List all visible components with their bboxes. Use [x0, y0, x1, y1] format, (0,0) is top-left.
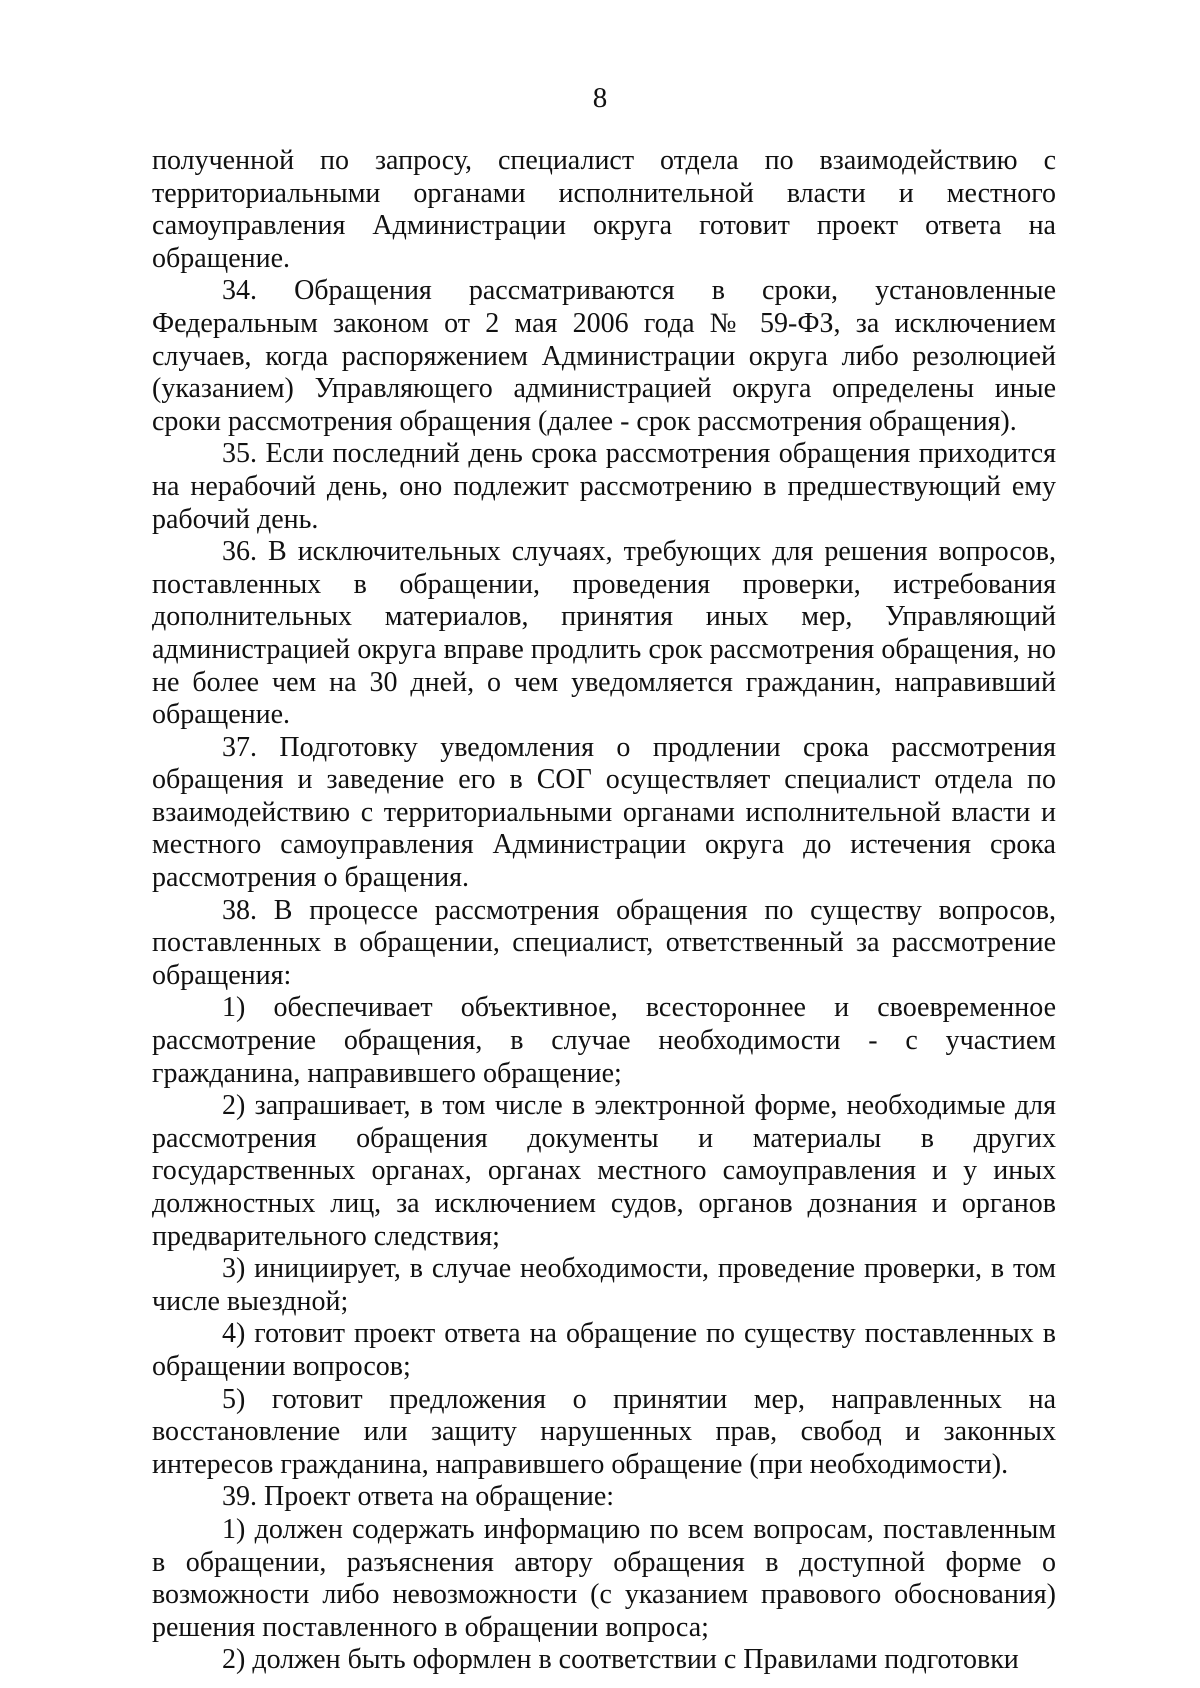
page-number: 8: [592, 82, 608, 114]
paragraph-34: 34. Обращения рассматриваются в сроки, установленные Федеральным законом от 2 мая 2006 года № 59-ФЗ, за исключением случаев, когда распоряжением Администрации округа либо резолюцией (указанием) Управляющего администрацией округа определены иные сроки рассмотрения обращения (далее - срок рассмотрения обращения).: [152, 275, 1056, 437]
paragraph-38-item-1: 1) обеспечивает объективное, всестороннее и своевременное рассмотрение обращения, в случае необходимости - с участием гражданина, направившего обращение;: [152, 992, 1056, 1089]
paragraph-37: 37. Подготовку уведомления о продлении срока рассмотрения обращения и заведение его в СОГ осуществляет специалист отдела по взаимодействию с территориальными органами исполнительной власти и местного самоуправления Администрации округа до истечения срока рассмотрения о бращения.: [152, 731, 1056, 894]
paragraph-35: 35. Если последний день срока рассмотрения обращения приходится на нерабочий день, оно подлежит рассмотрению в предшествующий ему рабочий день.: [152, 438, 1056, 535]
paragraph-38-item-3: 3) инициирует, в случае необходимости, проведение проверки, в том числе выездной;: [152, 1253, 1056, 1317]
paragraph-36: 36. В исключительных случаях, требующих для решения вопросов, поставленных в обращении, проведения проверки, истребования дополнительных материалов, принятия иных мер, Управляющий администрацией округа вправе продлить срок рассмотрения обращения, но не более чем на 30 дней, о чем уведомляется гражданин, направивший обращение.: [152, 536, 1056, 731]
paragraph-39-item-2: 2) должен быть оформлен в соответствии с Правилами подготовки: [222, 1644, 1019, 1676]
paragraph-38-item-5: 5) готовит предложения о принятии мер, направленных на восстановление или защиту нарушенных прав, свобод и законных интересов гражданина, направившего обращение (при необходимости).: [152, 1383, 1056, 1480]
paragraph-continuation: полученной по запросу, специалист отдела по взаимодействию с территориальными органами исполнительной власти и местного самоуправления Администрации округа готовит проект ответа на обращение.: [152, 145, 1056, 274]
document-body: [152, 145, 1056, 1677]
paragraph-39-item-1: 1) должен содержать информацию по всем вопросам, поставленным в обращении, разъяснения автору обращения в доступной форме о возможности либо невозможности (с указанием правового обоснования) решения поставленного в обращении вопроса;: [152, 1513, 1056, 1643]
paragraph-39: 39. Проект ответа на обращение:: [222, 1481, 615, 1513]
paragraph-38-item-4: 4) готовит проект ответа на обращение по существу поставленных в обращении вопросов;: [152, 1318, 1056, 1382]
paragraph-38-item-2: 2) запрашивает, в том числе в электронной форме, необходимые для рассмотрения обращения документы и материалы в других государственных органах, органах местного самоуправления и у иных должностных лиц, за исключением судов, органов дознания и органов предварительного следствия;: [152, 1090, 1056, 1252]
paragraph-38: 38. В процессе рассмотрения обращения по существу вопросов, поставленных в обращении, специалист, ответственный за рассмотрение обращения:: [152, 894, 1056, 991]
